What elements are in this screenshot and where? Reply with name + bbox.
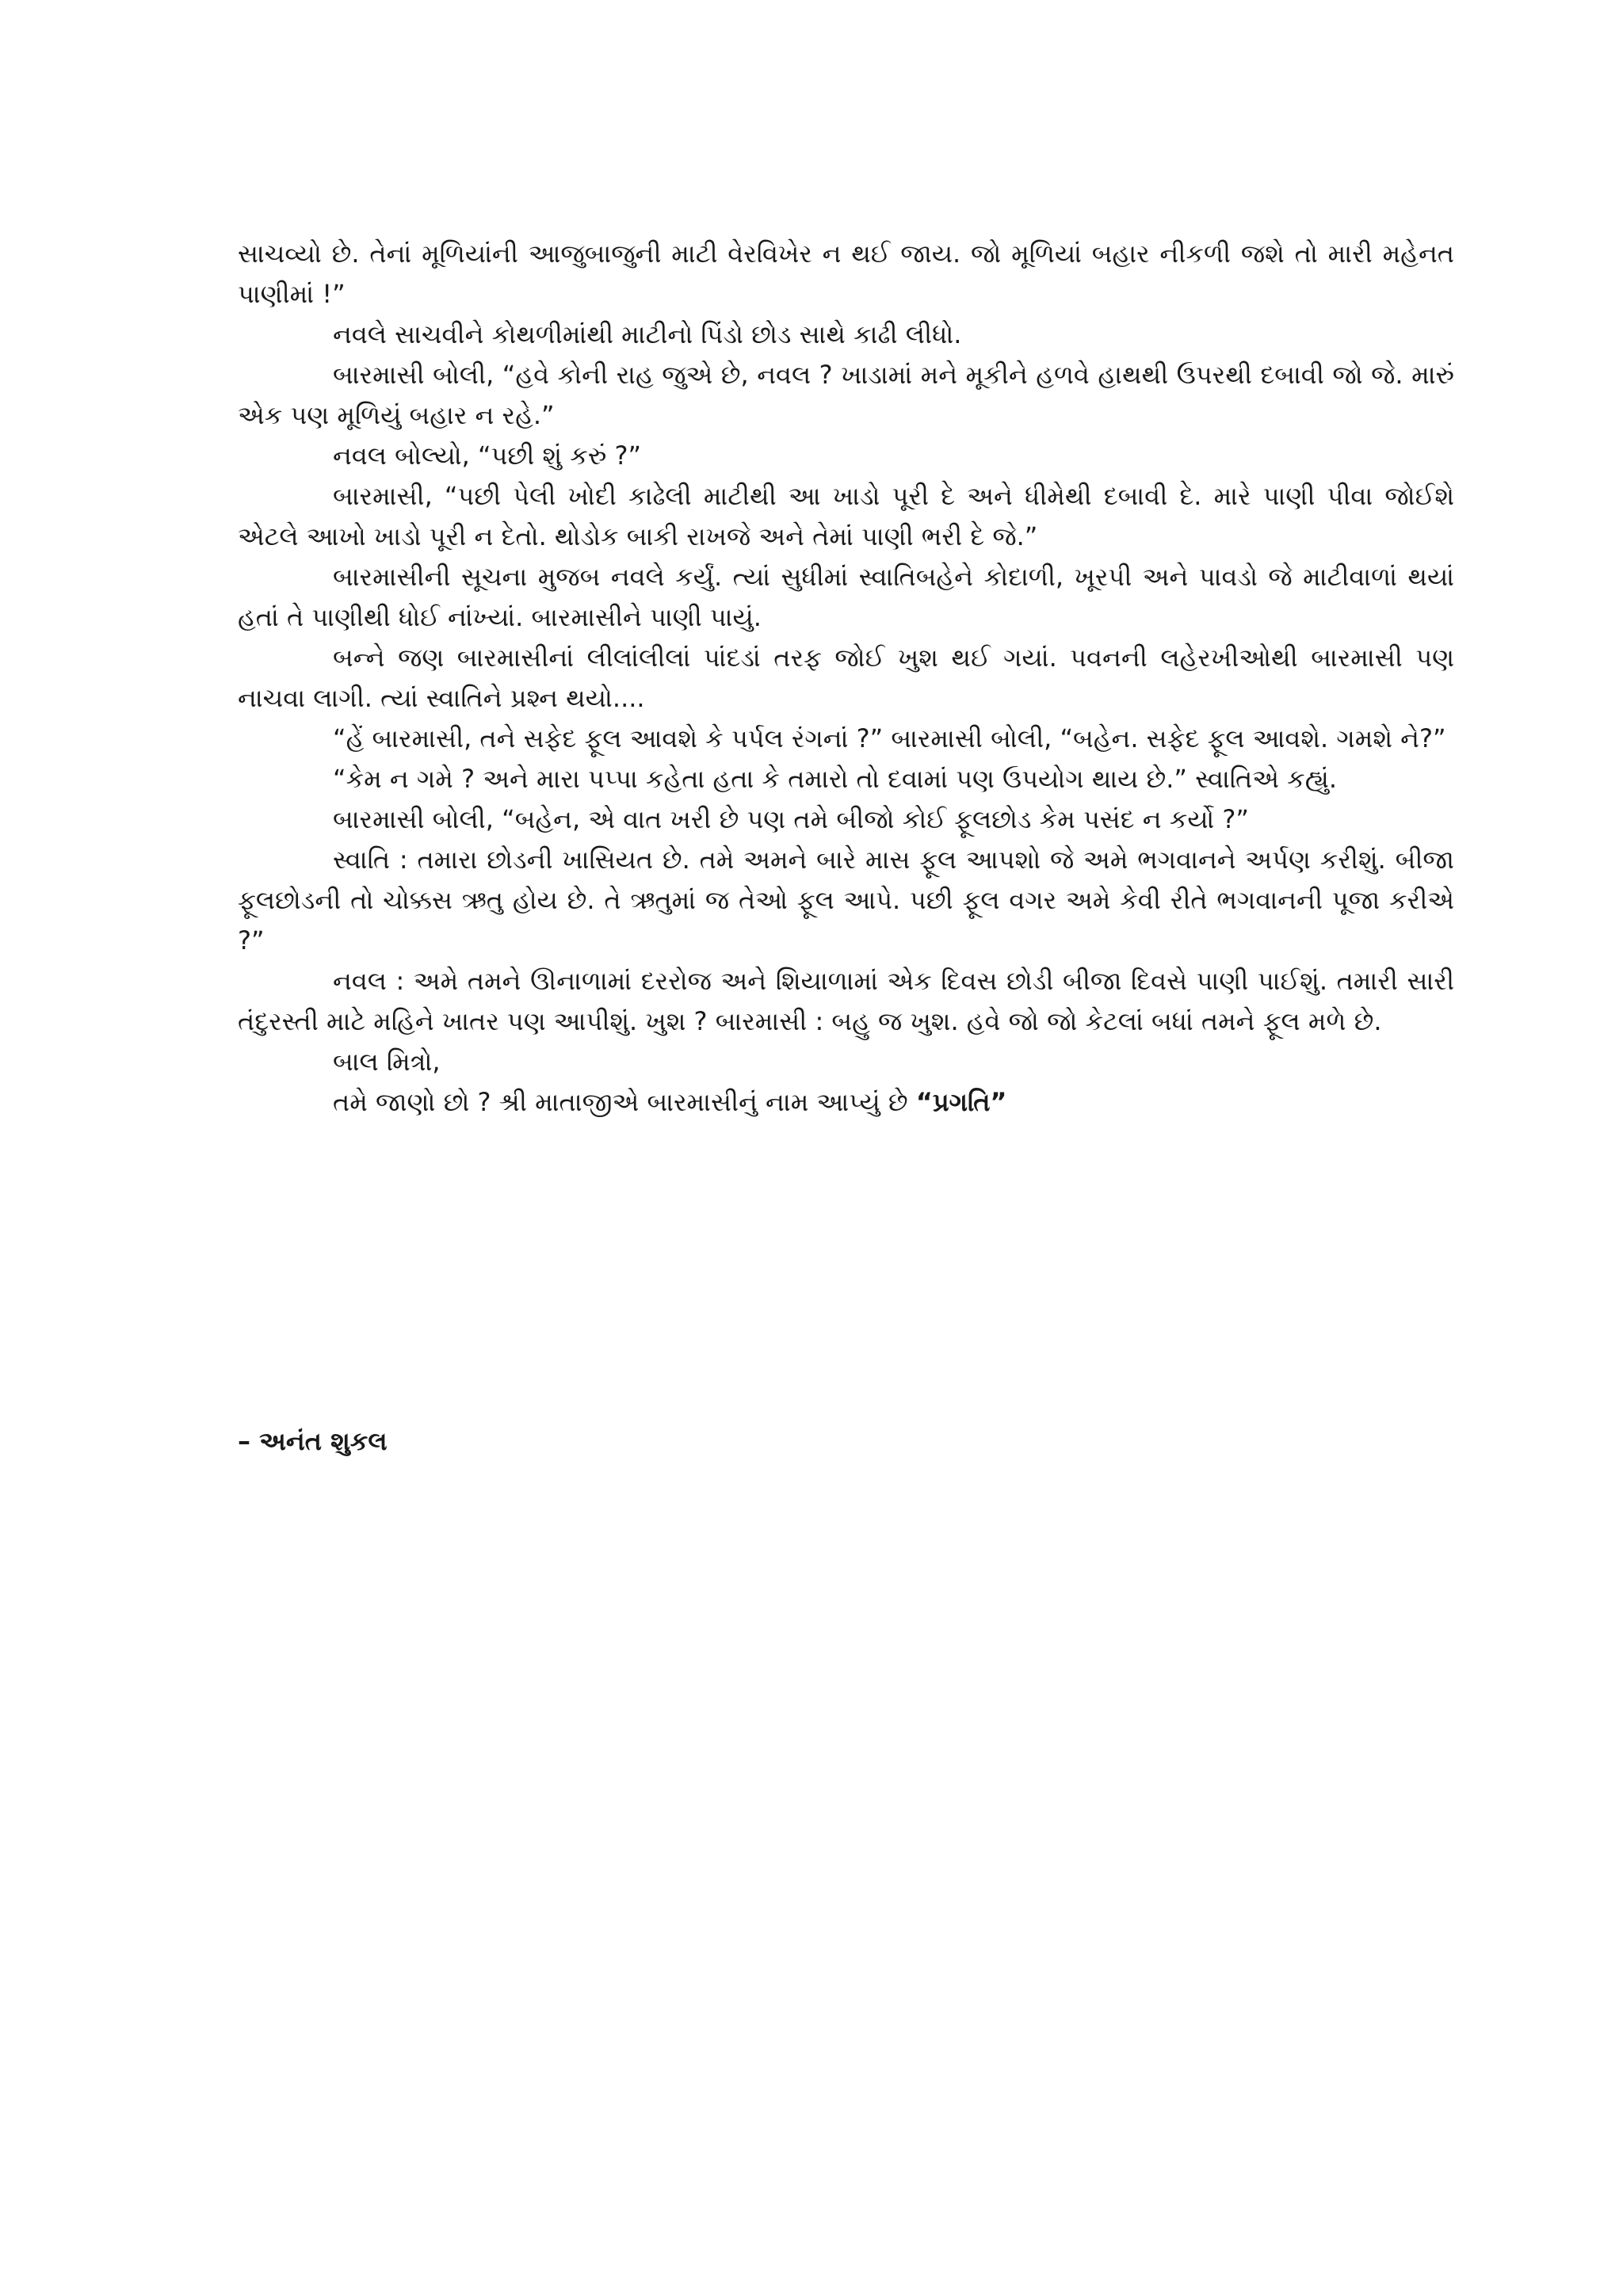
final-line-emphasis: “પ્રગતિ” <box>915 1087 1007 1117</box>
paragraph-7: બન્ને જણ બારમાસીનાં લીલાંલીલાં પાંદડાં તરફ જોઈ ખુશ થઈ ગયાં. પવનની લહેરખીઓથી બારમાસી પણ નાચવા લાગી. ત્યાં સ્વાતિને પ્રશ્ન થયો.... <box>238 643 1454 713</box>
story-text <box>238 234 1454 1123</box>
final-paragraph <box>238 1082 1454 1123</box>
paragraph-1: સાચવ્યો છે. તેનાં મૂળિયાંની આજુબાજુની માટી વેરવિખેર ન થઈ જાય. જો મૂળિયાં બહાર નીકળી જશે તો મારી મહેનત પાણીમાં !” <box>238 238 1454 309</box>
paragraph-10: બારમાસી બોલી, “બહેન, એ વાત ખરી છે પણ તમે બીજો કોઈ ફૂલછોડ કેમ પસંદ ન કર્યો ?” <box>333 804 1249 834</box>
paragraph-13: બાલ મિત્રો, <box>333 1047 441 1077</box>
final-line-text: તમે જાણો છો ? શ્રી માતાજીએ બારમાસીનું નામ આપ્યું છે <box>333 1087 916 1117</box>
author-signature: – અનંત શુકલ <box>238 1426 388 1456</box>
paragraph-6: બારમાસીની સૂચના મુજબ નવલે કર્યું. ત્યાં સુધીમાં સ્વાતિબહેને કોદાળી, ખૂરપી અને પાવડો જે માટીવાળાં થયાં હતાં તે પાણીથી ધોઈ નાંખ્યાં. બારમાસીને પાણી પાયું. <box>238 562 1454 632</box>
paragraph-3: બારમાસી બોલી, “હવે કોની રાહ જુએ છે, નવલ ? ખાડામાં મને મૂકીને હળવે હાથથી ઉપરથી દબાવી જો જે. મારું એક પણ મૂળિયું બહાર ન રહે.” <box>238 360 1454 430</box>
paragraph-8: “હેં બારમાસી, તને સફેદ ફૂલ આવશે કે પર્પલ રંગનાં ?” બારમાસી બોલી, “બહેન. સફેદ ફૂલ આવશે. ગમશે ને?” <box>333 723 1446 753</box>
paragraph-9: “કેમ ન ગમે ? અને મારા પપ્પા કહેતા હતા કે તમારો તો દવામાં પણ ઉપયોગ થાય છે.” સ્વાતિએ કહ્યું. <box>333 764 1338 794</box>
paragraph-12: નવલ : અમે તમને ઊનાળામાં દરરોજ અને શિયાળામાં એક દિવસ છોડી બીજા દિવસે પાણી પાઈશું. તમારી સારી તંદુરસ્તી માટે મહિને ખાતર પણ આપીશું. ખુશ ? બારમાસી : બહુ જ ખુશ. હવે જો જો કેટલાં બધાં તમને ફૂલ મળે છે. <box>238 966 1454 1036</box>
paragraph-11: સ્વાતિ : તમારા છોડની ખાસિયત છે. તમે અમને બારે માસ ફૂલ આપશો જે અમે ભગવાનને અર્પણ કરીશું. બીજા ફૂલછોડની તો ચોક્કસ ઋતુ હોય છે. તે ઋતુમાં જ તેઓ ફૂલ આપે. પછી ફૂલ વગર અમે કેવી રીતે ભગવાનની પૂજા કરીએ ?” <box>238 845 1454 955</box>
paragraph-5: બારમાસી, “પછી પેલી ખોદી કાઢેલી માટીથી આ ખાડો પૂરી દે અને ધીમેથી દબાવી દે. મારે પાણી પીવા જોઈશે એટલે આખો ખાડો પૂરી ન દેતો. થોડોક બાકી રાખજે અને તેમાં પાણી ભરી દે જે.” <box>238 481 1454 551</box>
paragraph-4: નવલ બોલ્યો, “પછી શું કરું ?” <box>333 441 642 471</box>
paragraph-2: નવલે સાચવીને કોથળીમાંથી માટીનો પિંડો છોડ સાથે કાઢી લીધો. <box>333 319 962 349</box>
